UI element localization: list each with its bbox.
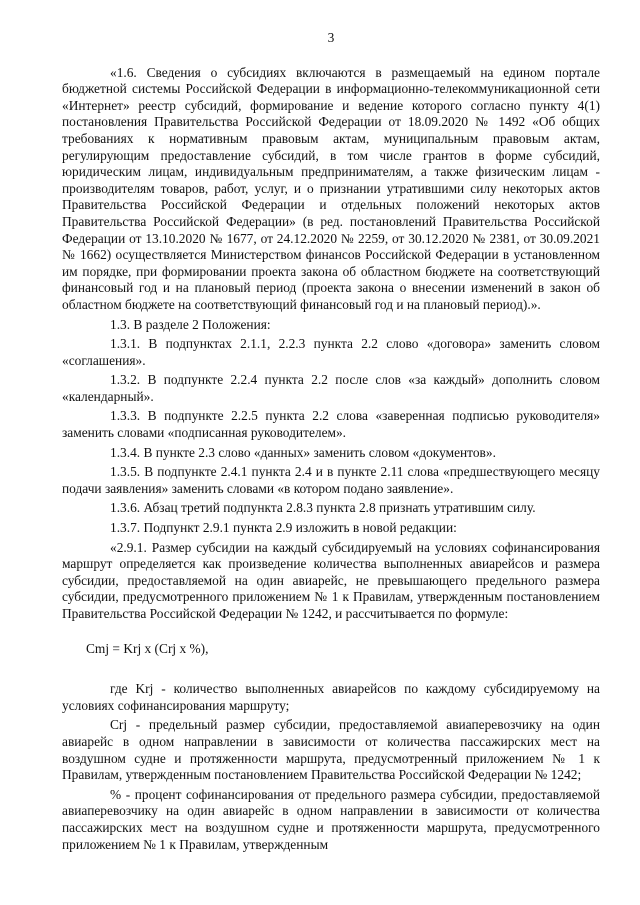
paragraph-1-3-6: 1.3.6. Абзац третий подпункта 2.8.3 пункта 2.8 признать утратившим силу. [110, 500, 536, 516]
paragraph-1-6: «1.6. Сведения о субсидиях включаются в размещаемый на едином портале бюджетной системы Российской Федерации в информационно-телекоммуникационной сети «Интернет» реестр субсидий, формирование и ведение которого согласно пункту 4(1) постановления Правительства Российской Федерации от 18.09.2020 № 1492 «Об общих требованиях к нормативным правовым актам, муниципальным правовым актам, регулирующим предоставление субсидий, в том числе грантов в форме субсидий, юридическим лицам, индивидуальным предпринимателям, а также физическим лицам - производителям товаров, работ, услуг, и о признании утратившими силу некоторых актов Правительства Российской Федерации и отдельных положений некоторых актов Правительства Российской Федерации» (в ред. постановлений Правительства Российской Федерации от 13.10.2020 № 1677, от 24.12.2020 № 2259, от 30.12.2020 № 2381, от 30.09.2021 № 1662) осуществляется Министерством финансов Российской Федерации в установленном им порядке, при формировании проекта закона об областном бюджете на соответствующий финансовый год и на плановый период (проекта закона о внесении изменений в закон об областном бюджете на соответствующий финансовый год и на плановый период).». [62, 64, 600, 312]
paragraph-1-3: 1.3. В разделе 2 Положения: [110, 316, 271, 332]
paragraph-1-3-1: 1.3.1. В подпунктах 2.1.1, 2.2.3 пункта 2.2 слово «договора» заменить словом «соглашения». [62, 336, 600, 368]
definition-krj: где Krj - количество выполненных авиарейсов по каждому субсидируемому на условиях софинансирования маршруту; [62, 681, 600, 713]
definition-crj: Crj - предельный размер субсидии, предоставляемой авиаперевозчику на один авиарейс в одном направлении в зависимости от количества пассажирских мест на воздушном судне и протяженности маршрута, предусмотренный приложением № 1 к Правилам, утвержденным постановлением Правительства Российской Федерации № 1242; [62, 717, 600, 783]
paragraph-1-3-4: 1.3.4. В пункте 2.3 слово «данных» заменить словом «документов». [110, 444, 496, 460]
subsidy-formula: Cmj = Krj x (Crj x %), [86, 640, 209, 656]
paragraph-1-3-2: 1.3.2. В подпункте 2.2.4 пункта 2.2 после слов «за каждый» дополнить словом «календарный». [62, 372, 600, 404]
definition-percent: % - процент софинансирования от предельного размера субсидии, предоставляемой авиаперевозчику на один авиарейс в одном направлении в зависимости от количества пассажирских мест на воздушном судне и протяженности маршрута, предусмотренного приложением № 1 к Правилам, утвержденным [62, 786, 600, 852]
paragraph-1-3-5: 1.3.5. В подпункте 2.4.1 пункта 2.4 и в пункте 2.11 слова «предшествующего месяцу подачи заявления» заменить словами «в котором подано заявление». [62, 464, 600, 496]
paragraph-1-3-7: 1.3.7. Подпункт 2.9.1 пункта 2.9 изложить в новой редакции: [110, 520, 457, 536]
paragraph-1-3-3: 1.3.3. В подпункте 2.2.5 пункта 2.2 слова «заверенная подписью руководителя» заменить словами «подписанная руководителем». [62, 408, 600, 441]
page-number: 3 [327, 30, 335, 45]
document-page [62, 30, 600, 856]
paragraph-2-9-1: «2.9.1. Размер субсидии на каждый субсидируемый на условиях софинансирования маршрут определяется как произведение количества выполненных авиарейсов и размера субсидии, предоставляемой на один авиарейс, не превышающего предельного размера субсидии, предусмотренного приложением № 1 к Правилам, утвержденным постановлением Правительства Российской Федерации № 1242, и рассчитывается по формуле: [62, 539, 600, 621]
